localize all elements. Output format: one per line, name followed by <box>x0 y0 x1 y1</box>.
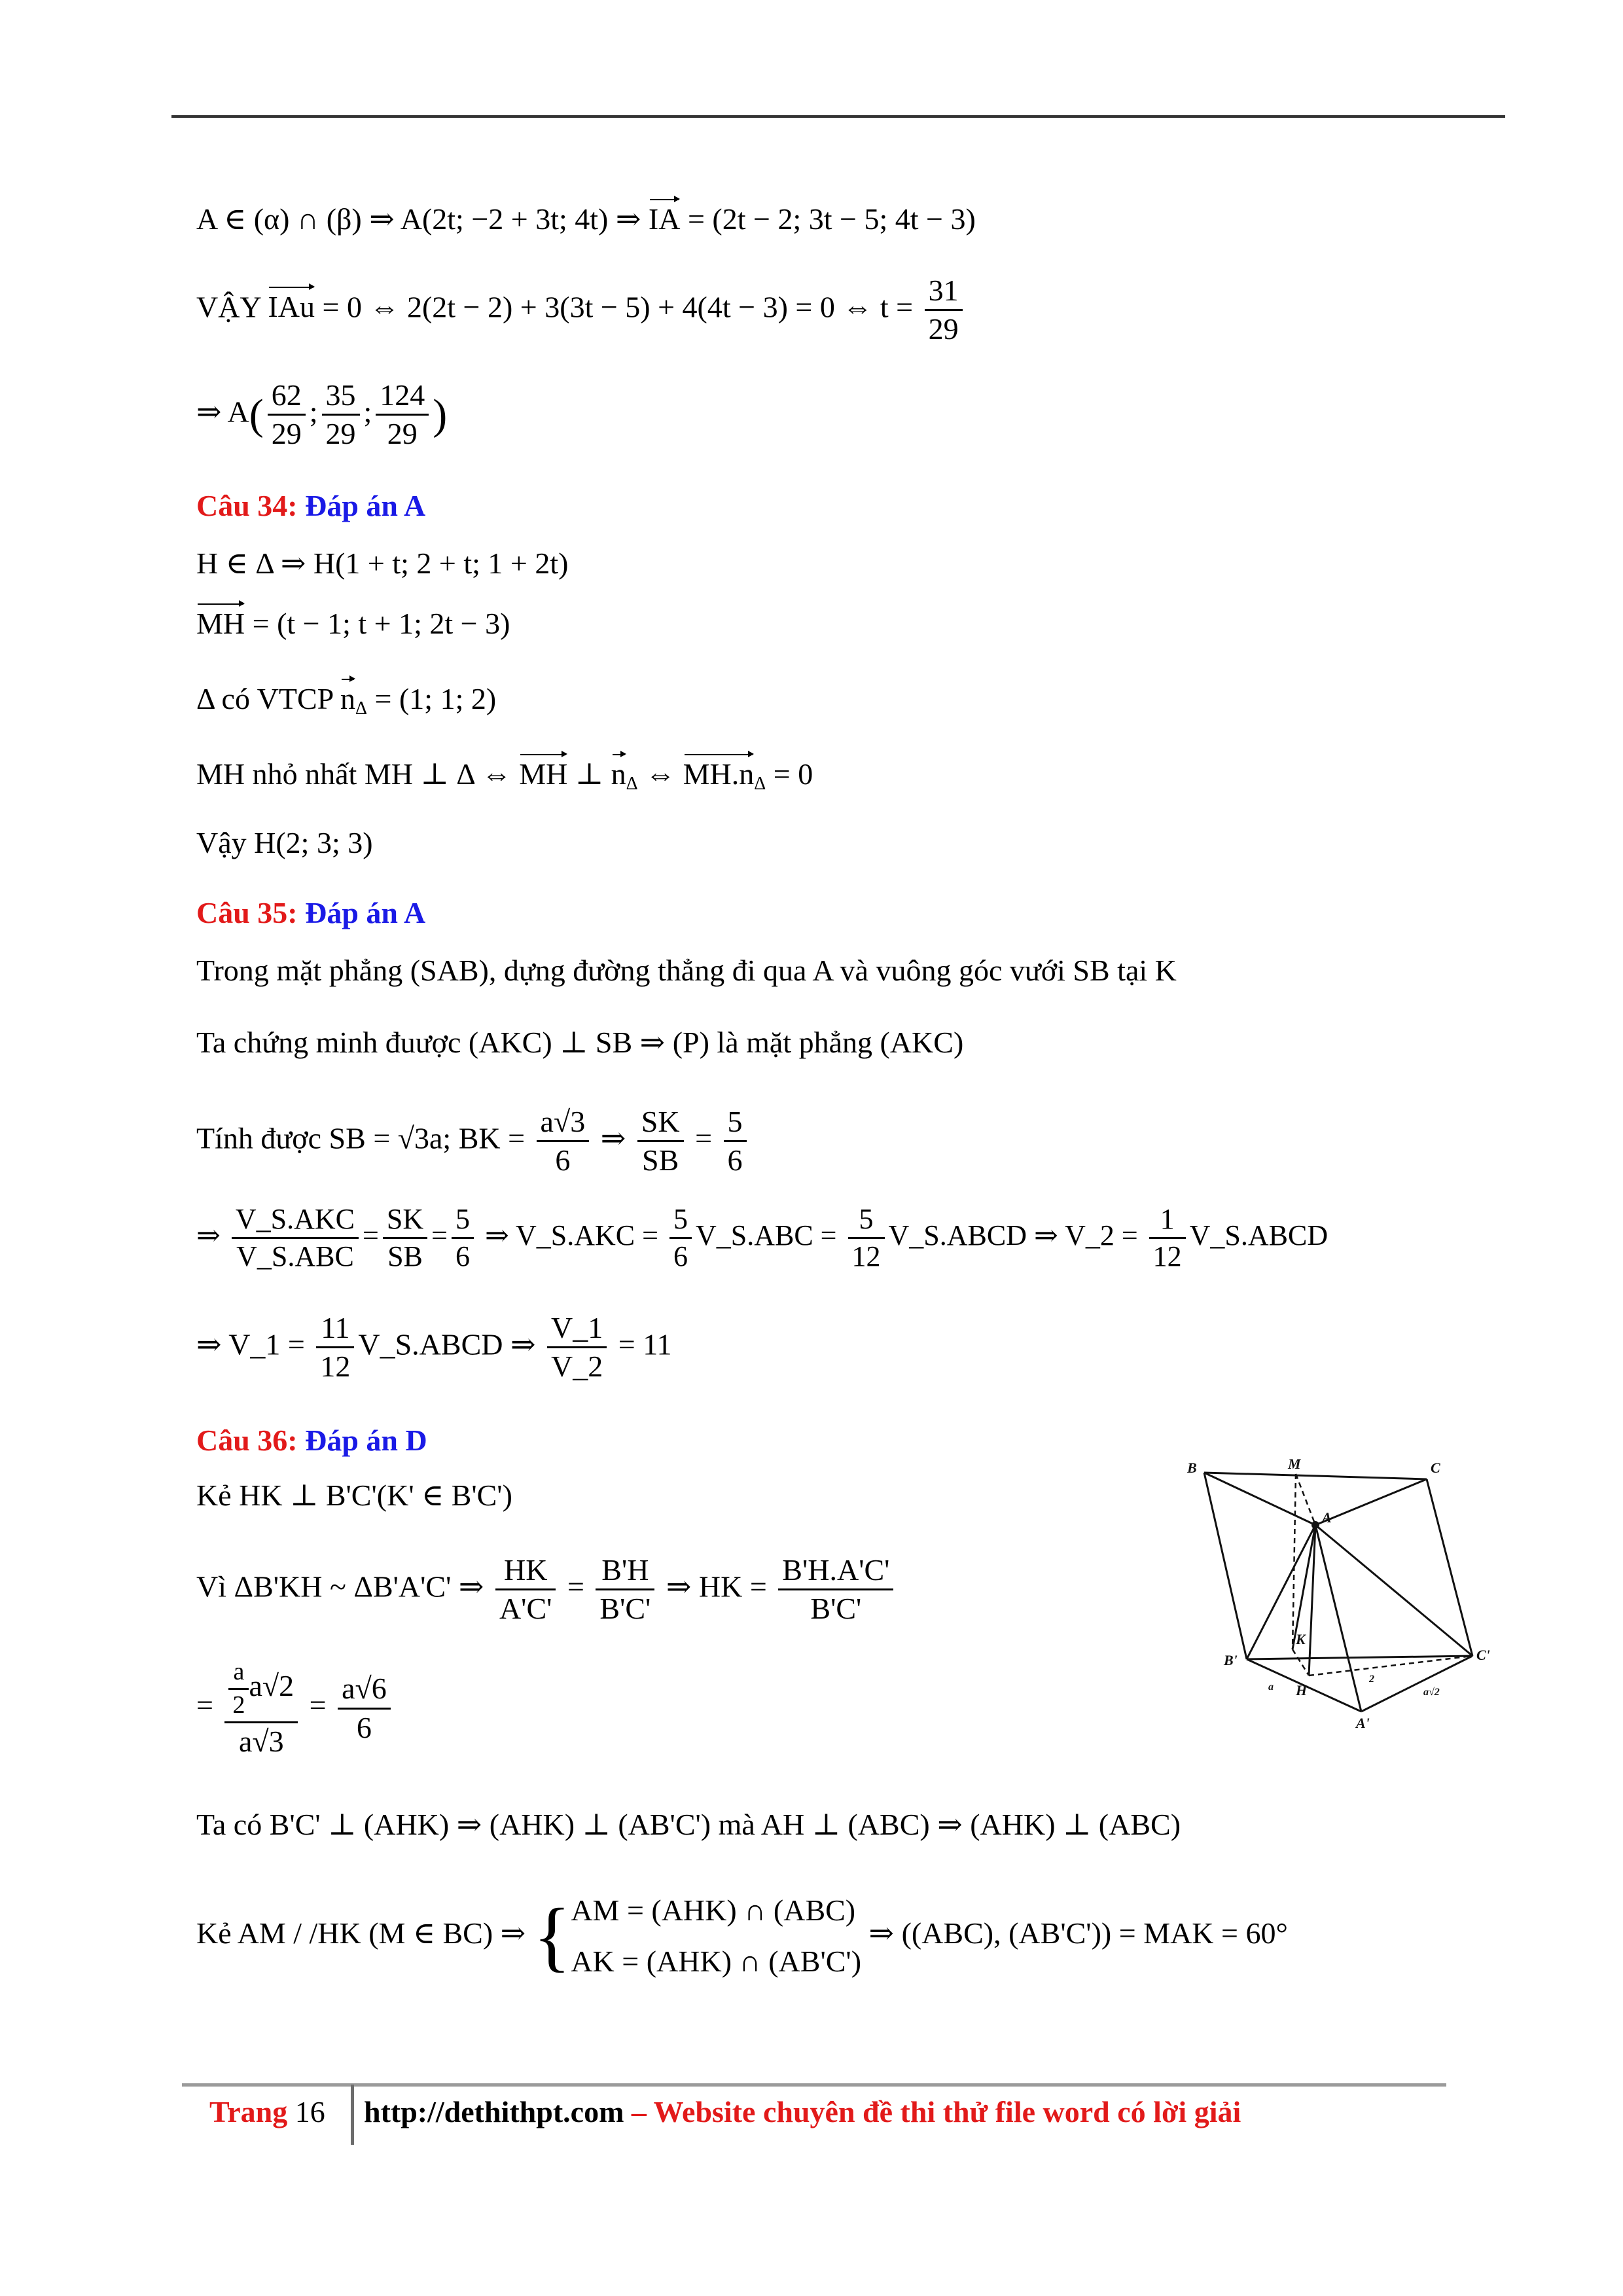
q36-line2: Vì ΔB'KH ~ ΔB'A'C' ⇒ $\frac{HK}{A'C'}$ = $\frac{B'H}{B'C'}$ ⇒ HK = $\frac{B'H.A'C'}{B'C'}$ <box>196 1554 897 1625</box>
header-rule <box>171 115 1505 118</box>
q35-line4: ⇒ $\frac{\text{V\_S.AKC}}{\text{V\_S.ABC}}$ = $\frac{SK}{SB}$ = $\frac{5}{6}$ ⇒ V_S.AKC = $\frac{5}{6}$ V_S.ABC = $\frac{5}{12}$ V_S.ABCD ⇒ V_2 = $\frac{1}{12}$ V_S.ABCD <box>196 1203 1329 1273</box>
figure-label-c-prime: C' <box>1476 1647 1490 1663</box>
figure-label-a-side: a <box>1268 1681 1274 1693</box>
q36-line1: Kẻ HK ⊥ B'C'(K' ∈ B'C') <box>196 1479 512 1512</box>
figure-label-h: H <box>1296 1682 1308 1698</box>
figure-label-b-prime: B' <box>1224 1652 1238 1668</box>
q36-line4: Ta có B'C' ⊥ (AHK) ⇒ (AHK) ⊥ (AB'C') mà AH ⊥ (ABC) ⇒ (AHK) ⊥ (ABC) <box>196 1808 1181 1841</box>
footer-url-link[interactable]: http://dethithpt.com <box>364 2095 624 2128</box>
vector-iau: IAu <box>268 290 315 324</box>
figure-label-two: 2 <box>1369 1674 1374 1685</box>
q35-line5: ⇒ V_1 = $\frac{11}{12}$ V_S.ABCD ⇒ $\frac{V\_1}{V\_2}$ = 11 <box>196 1311 672 1384</box>
q34-line1: H ∈ Δ ⇒ H(1 + t; 2 + t; 1 + 2t) <box>196 547 569 580</box>
q35-line1: Trong mặt phẳng (SAB), dựng đường thẳng đi qua A và vuông góc vưới SB tại K <box>196 954 1177 987</box>
figure-label-c: C <box>1431 1460 1440 1476</box>
footer-site: http://dethithpt.com – Website chuyên đề thi thử file word có lời giải <box>364 2095 1241 2128</box>
figure-label-a: A <box>1322 1509 1332 1526</box>
figure-label-b: B <box>1187 1460 1197 1476</box>
q33-line3: ⇒ A( $\frac{62}{29}$ ; $\frac{35}{29}$ ; $\frac{124}{29}$ ) <box>196 378 448 451</box>
figure-label-m: M <box>1288 1456 1301 1472</box>
q35-line2: Ta chứng minh đuược (AKC) ⊥ SB ⇒ (P) là mặt phẳng (AKC) <box>196 1026 964 1059</box>
figure-label-a-prime: A' <box>1356 1715 1370 1731</box>
q34-line3: Δ có VTCP $n_\Delta = (1$; 1; 2) <box>196 682 497 719</box>
q36-line3: = $\frac{a}{2}$ a√2 a√3 = $\frac{a√6}{6}$ <box>196 1659 395 1757</box>
fraction-t: $\frac{31}{29}$ <box>925 275 963 346</box>
footer-rule <box>182 2083 1446 2087</box>
q35-line3: Tính được SB = √3a; BK = $\frac{a√3}{6}$ ⇒ $\frac{SK}{SB}$ = $\frac{5}{6}$ <box>196 1106 751 1177</box>
q34-line4: MH nhỏ nhất MH ⊥ Δ ⇔ MH ⊥ $n_\Delta$ ⇔ $MH.n_\Delta = 0$ <box>196 757 813 794</box>
figure-label-k: K <box>1296 1631 1306 1647</box>
prism-figure <box>1185 1456 1490 1734</box>
q33-line2: VẬY IAu = 0 ⇔ 2(2t − 2) + 3(3t − 5) + 4(4t − 3) = 0 ⇔ t = $\frac{31}{29}$ <box>196 275 967 346</box>
footer-divider <box>351 2085 354 2145</box>
q33-line1: A ∈ (α) ∩ (β) ⇒ A(2t; −2 + 3t; 4t) ⇒ IA = (2t − 2; 3t − 5; 4t − 3) <box>196 202 976 236</box>
q34-line5: Vậy H(2; 3; 3) <box>196 826 373 859</box>
footer-page: Trang 16 <box>209 2095 325 2128</box>
q34-heading: Câu 34: Đáp án A <box>196 489 426 522</box>
vector-ia: IA <box>648 202 681 236</box>
q36-line5: Kẻ AM / /HK (M ∈ BC) ⇒ { AM = (AHK) ∩ (ABC) AK = (AHK) ∩ (AB'C') ⇒ ((ABC), (AB'C')) = MAK = 60° <box>196 1892 1288 1980</box>
q36-heading: Câu 36: Đáp án D <box>196 1424 427 1457</box>
figure-label-a-root2: a√2 <box>1423 1687 1440 1698</box>
q35-heading: Câu 35: Đáp án A <box>196 896 426 929</box>
q34-line2: MH = (t − 1; t + 1; 2t − 3) <box>196 607 510 640</box>
